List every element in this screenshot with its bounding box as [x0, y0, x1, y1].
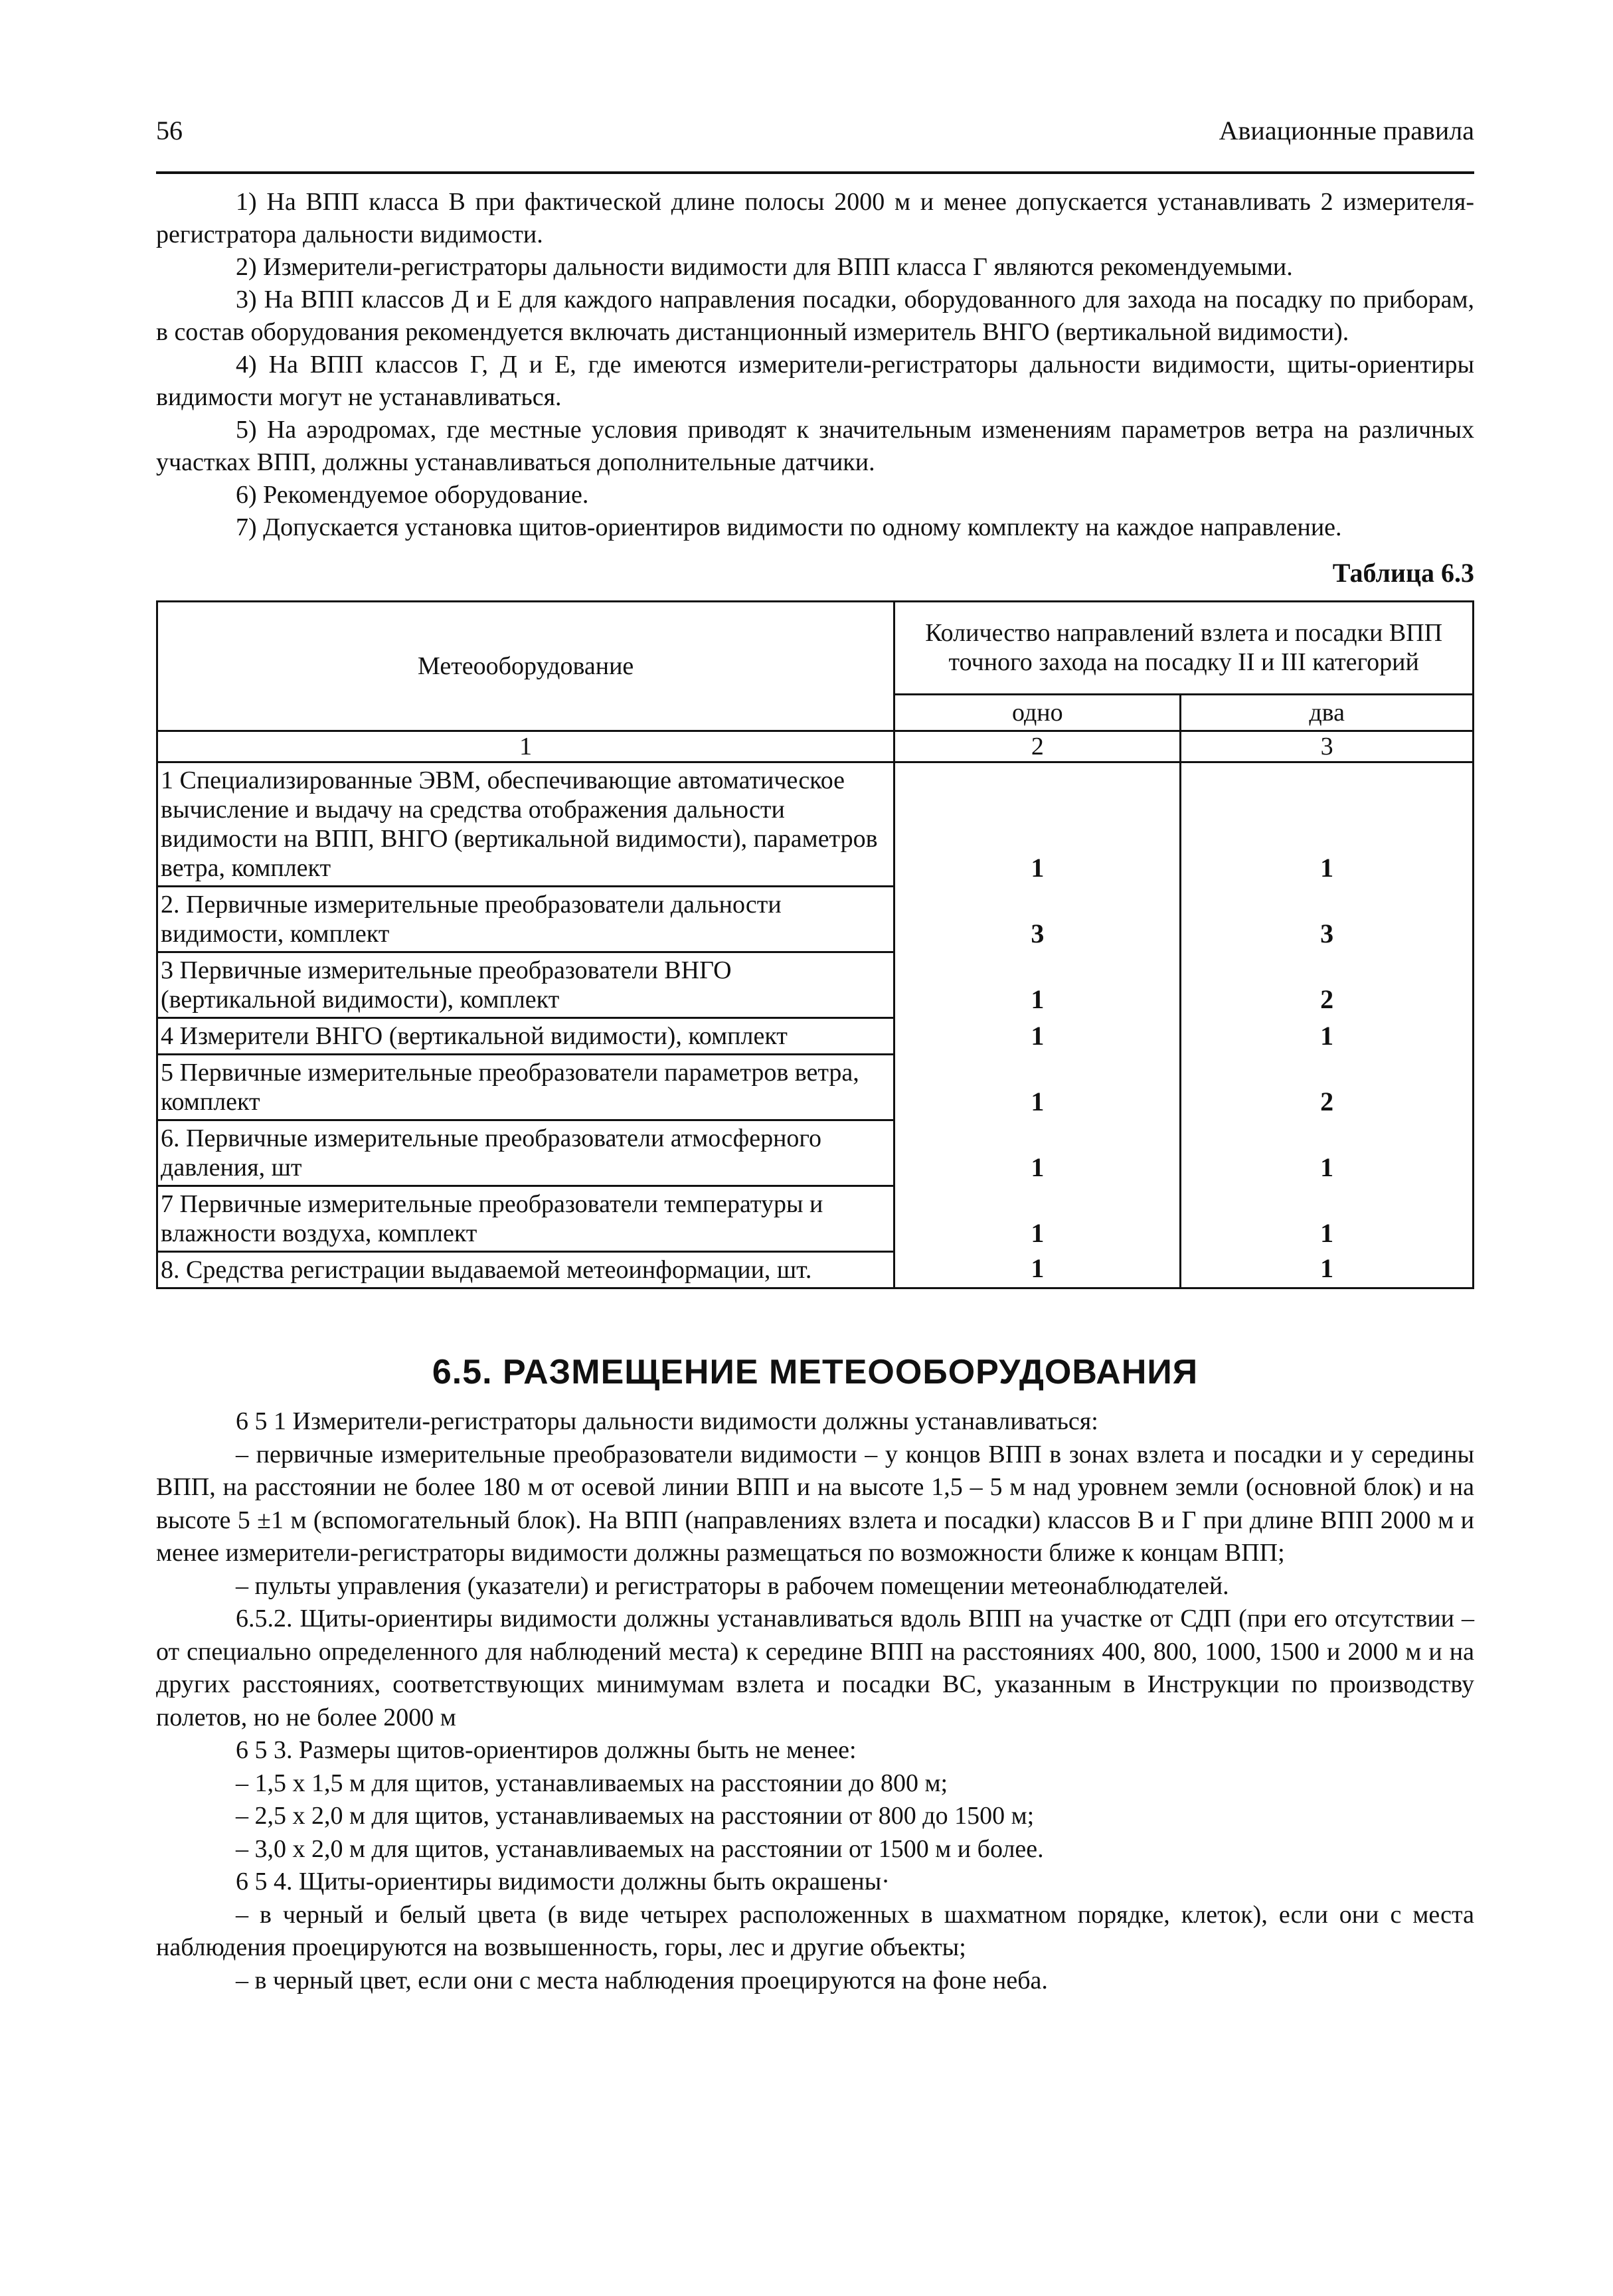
- note: 5) На аэродромах, где местные условия приводят к значительным изменениям параметров ветра на различных участках ВПП, должны устанавливаться дополнительные датчики.: [156, 416, 1474, 476]
- meteo-equipment-table: [156, 600, 1474, 1289]
- body-paragraph: 6 5 1 Измерители-регистраторы дальности видимости должны устанавливаться:: [236, 1407, 1098, 1435]
- equipment-item: 5 Первичные измерительные преобразователи параметров ветра, комплект: [157, 1055, 894, 1120]
- section-body: [156, 1405, 1474, 1997]
- document-page: [156, 100, 1474, 1997]
- count-one-direction: 1: [894, 762, 1181, 887]
- equipment-item: 4 Измерители ВНГО (вертикальной видимости), комплект: [157, 1018, 894, 1055]
- count-one-direction: 1: [894, 1252, 1181, 1288]
- note: 7) Допускается установка щитов-ориентиров видимости по одному комплекту на каждое направление.: [236, 513, 1342, 541]
- equipment-item: 7 Первичные измерительные преобразователи температуры и влажности воздуха, комплект: [157, 1186, 894, 1252]
- count-two-directions: 2: [1181, 1055, 1474, 1120]
- body-paragraph: – первичные измерительные преобразователи видимости – у концов ВПП в зонах взлета и посадки и у середины ВПП, на расстоянии не более 180 м от осевой линии ВПП и на высоте 1,5 – 5 м над уровнем земли (основной блок) и на высоте 5 ±1 м (вспомогательный блок). На ВПП (направлениях взлета и посадки) классов В и Г при длине ВПП 2000 м и менее измерители-регистраторы видимости должны размещаться по возможности ближе к концам ВПП;: [156, 1440, 1474, 1567]
- note: 2) Измерители-регистраторы дальности видимости для ВПП класса Г являются рекомендуемыми.: [236, 253, 1293, 281]
- header-equipment: Метеооборудование: [157, 602, 894, 731]
- body-paragraph: – в черный цвет, если они с места наблюдения проецируются на фоне неба.: [236, 1966, 1048, 1994]
- table-row: [157, 1120, 1474, 1186]
- subheader-one: одно: [894, 694, 1181, 731]
- equipment-item: 3 Первичные измерительные преобразователи ВНГО (вертикальной видимости), комплект: [157, 952, 894, 1018]
- count-two-directions: 1: [1181, 1120, 1474, 1186]
- body-paragraph: – пульты управления (указатели) и регистраторы в рабочем помещении метеонаблюдателей.: [236, 1571, 1229, 1600]
- running-title: Авиационные правила: [1219, 116, 1474, 145]
- column-number: 2: [894, 731, 1181, 762]
- count-two-directions: 3: [1181, 887, 1474, 952]
- column-number: 1: [157, 731, 894, 762]
- count-two-directions: 1: [1181, 762, 1474, 887]
- page-number: 56: [156, 116, 183, 145]
- subheader-two: два: [1181, 694, 1474, 731]
- note: 1) На ВПП класса В при фактической длине полосы 2000 м и менее допускается устанавливать 2 измерителя-регистратора дальности видимости.: [156, 188, 1474, 248]
- section-title: 6.5. РАЗМЕЩЕНИЕ МЕТЕООБОРУДОВАНИЯ: [432, 1353, 1199, 1391]
- count-one-direction: 1: [894, 1018, 1181, 1055]
- table-header-row: [157, 602, 1474, 695]
- count-two-directions: 2: [1181, 952, 1474, 1018]
- note: 3) На ВПП классов Д и Е для каждого направления посадки, оборудованного для захода на посадку по приборам, в состав оборудования рекомендуется включать дистанционный измеритель ВНГО (вертикальной видимости).: [156, 286, 1474, 346]
- count-one-direction: 1: [894, 1120, 1181, 1186]
- header-rule: [156, 171, 1474, 174]
- body-paragraph: – в черный и белый цвета (в виде четырех расположенных в шахматном порядке, клеток), если они с места наблюдения проецируются на возвышенность, горы, лес и другие объекты;: [156, 1900, 1474, 1961]
- table-row: [157, 762, 1474, 887]
- body-paragraph: – 2,5 х 2,0 м для щитов, устанавливаемых на расстоянии от 800 до 1500 м;: [236, 1802, 1035, 1830]
- body-paragraph: 6 5 4. Щиты-ориентиры видимости должны быть окрашены·: [236, 1868, 890, 1896]
- table-row: [157, 952, 1474, 1018]
- count-one-direction: 1: [894, 952, 1181, 1018]
- body-paragraph: – 3,0 х 2,0 м для щитов, устанавливаемых на расстоянии от 1500 м и более.: [236, 1834, 1044, 1863]
- note: 4) На ВПП классов Г, Д и Е, где имеются измерители-регистраторы дальности видимости, щиты-ориентиры видимости могут не устанавливаться.: [156, 351, 1474, 411]
- count-one-direction: 1: [894, 1055, 1181, 1120]
- table-row: [157, 1055, 1474, 1120]
- equipment-item: 8. Средства регистрации выдаваемой метеоинформации, шт.: [157, 1252, 894, 1288]
- table-notes: [156, 186, 1474, 544]
- column-number-row: [157, 731, 1474, 762]
- page-header: [156, 100, 1474, 146]
- count-one-direction: 1: [894, 1186, 1181, 1252]
- body-paragraph: 6 5 3. Размеры щитов-ориентиров должны быть не менее:: [236, 1736, 857, 1764]
- count-one-direction: 3: [894, 887, 1181, 952]
- count-two-directions: 1: [1181, 1186, 1474, 1252]
- table-row: [157, 887, 1474, 952]
- body-paragraph: – 1,5 х 1,5 м для щитов, устанавливаемых на расстоянии до 800 м;: [236, 1769, 948, 1797]
- header-directions: Количество направлений взлета и посадки ВПП точного захода на посадку II и III категорий: [894, 602, 1474, 695]
- table-row: [157, 1186, 1474, 1252]
- note: 6) Рекомендуемое оборудование.: [236, 481, 589, 509]
- count-two-directions: 1: [1181, 1018, 1474, 1055]
- table-caption: Таблица 6.3: [1332, 558, 1474, 588]
- table-row: [157, 1018, 1474, 1055]
- table-row: [157, 1252, 1474, 1288]
- equipment-item: 2. Первичные измерительные преобразователи дальности видимости, комплект: [157, 887, 894, 952]
- column-number: 3: [1181, 731, 1474, 762]
- equipment-item: 6. Первичные измерительные преобразователи атмосферного давления, шт: [157, 1120, 894, 1186]
- equipment-item: 1 Специализированные ЭВМ, обеспечивающие автоматическое вычисление и выдачу на средства отображения дальности видимости на ВПП, ВНГО (вертикальной видимости), параметров ветра, комплект: [157, 762, 894, 887]
- count-two-directions: 1: [1181, 1252, 1474, 1288]
- body-paragraph: 6.5.2. Щиты-ориентиры видимости должны устанавливаться вдоль ВПП на участке от СДП (при его отсутствии – от специально определенного для наблюдений места) к середине ВПП на расстояниях 400, 800, 1000, 1500 и 2000 м и на других расстояниях, соответствующих минимумам взлета и посадки ВС, указанным в Инструкции по производству полетов, но не более 2000 м: [156, 1605, 1474, 1731]
